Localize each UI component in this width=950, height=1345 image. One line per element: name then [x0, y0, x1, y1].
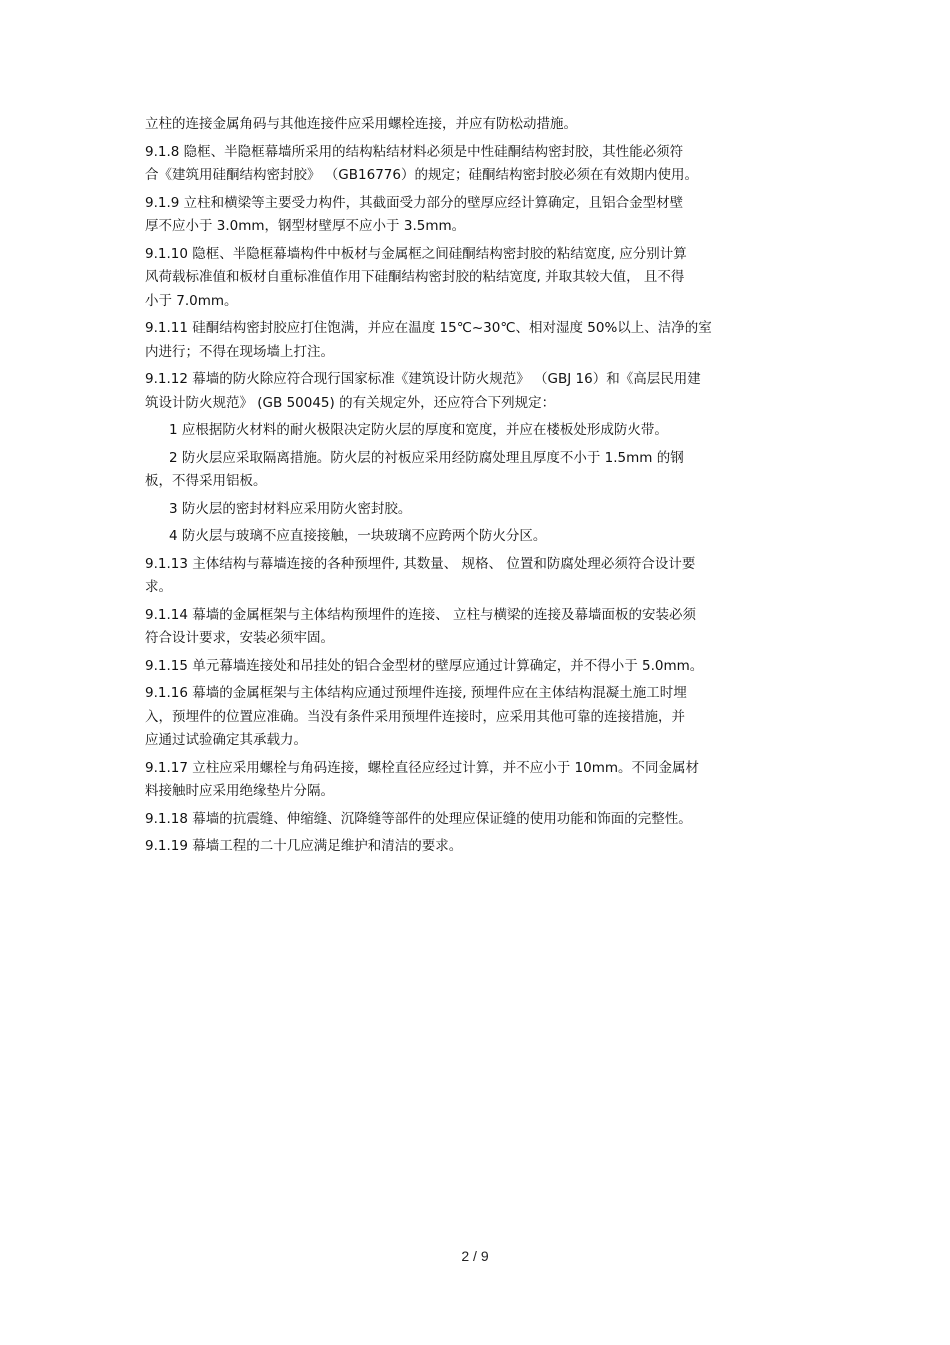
paragraph-9-1-9: [145, 192, 810, 239]
paragraph-9-1-15: [145, 655, 810, 679]
text-line: 9.1.8 隐框、半隐框幕墙所采用的结构粘结材料必须是中性硅酮结构密封胶，其性能必须符: [145, 143, 684, 160]
text-line: 立柱的连接金属角码与其他连接件应采用螺栓连接，并应有防松动措施。: [145, 116, 577, 132]
text-line: 合《建筑用硅酮结构密封胶》 （GB16776）的规定；硅酮结构密封胶必须在有效期内使用。: [145, 167, 698, 183]
page-number: 2 / 9: [461, 1248, 489, 1264]
text-line: 1 应根据防火材料的耐火极限决定防火层的厚度和宽度，并应在楼板处形成防火带。: [169, 422, 668, 438]
paragraph-9-1-8: [145, 141, 810, 188]
text-line: 9.1.17 立柱应采用螺栓与角码连接，螺栓直径应经过计算，并不应小于 10mm。不同金属材: [145, 759, 699, 776]
text-line: 筑设计防火规范》 (GB 50045) 的有关规定外，还应符合下列规定：: [145, 394, 556, 411]
text-line: 小于 7.0mm。: [145, 292, 238, 309]
paragraph-9-1-10: [145, 243, 810, 314]
text-line: 3 防火层的密封材料应采用防火密封胶。: [169, 500, 412, 517]
document-body: [145, 113, 810, 863]
text-line: 9.1.13 主体结构与幕墙连接的各种预埋件, 其数量、 规格、 位置和防腐处理必须符合设计要: [145, 555, 696, 572]
paragraph-9-1-12: [145, 368, 810, 415]
text-line: 9.1.16 幕墙的金属框架与主体结构应通过预埋件连接, 预埋件应在主体结构混凝土施工时埋: [145, 685, 687, 701]
text-line: 9.1.19 幕墙工程的二十几应满足维护和清洁的要求。: [145, 838, 463, 854]
list-item-3: [145, 498, 810, 522]
text-line: 9.1.11 硅酮结构密封胶应打住饱满，并应在温度 15℃~30℃、相对湿度 50%以上、洁净的室: [145, 320, 712, 336]
list-item-2: [145, 447, 810, 494]
text-line: 9.1.15 单元幕墙连接处和吊挂处的铝合金型材的壁厚应通过计算确定，并不得小于 5.0mm。: [145, 657, 704, 674]
text-line: 内进行；不得在现场墙上打注。: [145, 343, 334, 360]
paragraph-9-1-17: [145, 757, 810, 804]
text-line: 2 防火层应采取隔离措施。防火层的衬板应采用经防腐处理且厚度不小于 1.5mm 的钢: [169, 449, 684, 466]
text-line: 9.1.10 隐框、半隐框幕墙构件中板材与金属框之间硅酮结构密封胶的粘结宽度, 应分别计算: [145, 245, 687, 262]
text-line: 料接触时应采用绝缘垫片分隔。: [145, 783, 334, 799]
paragraph-9-1-13: [145, 553, 810, 600]
text-line: 9.1.9 立柱和横梁等主要受力构件，其截面受力部分的壁厚应经计算确定，且铝合金型材壁: [145, 194, 684, 211]
text-line: 风荷载标准值和板材自重标准值作用下硅酮结构密封胶的粘结宽度, 并取其较大值， 且不得: [145, 269, 685, 285]
text-line: 入，预埋件的位置应准确。当没有条件采用预埋件连接时，应采用其他可靠的连接措施，并: [145, 708, 685, 725]
paragraph-9-1-14: [145, 604, 810, 651]
text-line: 4 防火层与玻璃不应直接接触，一块玻璃不应跨两个防火分区。: [169, 528, 547, 544]
text-line: 求。: [145, 579, 172, 595]
text-line: 9.1.12 幕墙的防火除应符合现行国家标准《建筑设计防火规范》 （GBJ 16）和《高层民用建: [145, 371, 701, 387]
text-line: 9.1.18 幕墙的抗震缝、伸缩缝、沉降缝等部件的处理应保证缝的使用功能和饰面的完整性。: [145, 810, 692, 827]
text-line: 9.1.14 幕墙的金属框架与主体结构预埋件的连接、 立柱与横梁的连接及幕墙面板的安装必须: [145, 606, 697, 623]
text-line: 板，不得采用铝板。: [145, 473, 267, 489]
paragraph-9-1-18: [145, 808, 810, 832]
text-line: 厚不应小于 3.0mm，钢型材壁厚不应小于 3.5mm。: [145, 218, 466, 234]
paragraph-9-1-19: [145, 835, 810, 859]
paragraph-connector-bolts: [145, 113, 810, 137]
list-item-4: [145, 525, 810, 549]
paragraph-9-1-16: [145, 682, 810, 753]
text-line: 符合设计要求，安装必须牢固。: [145, 630, 334, 646]
text-line: 应通过试验确定其承载力。: [145, 732, 307, 748]
list-item-1: [145, 419, 810, 443]
paragraph-9-1-11: [145, 317, 810, 364]
